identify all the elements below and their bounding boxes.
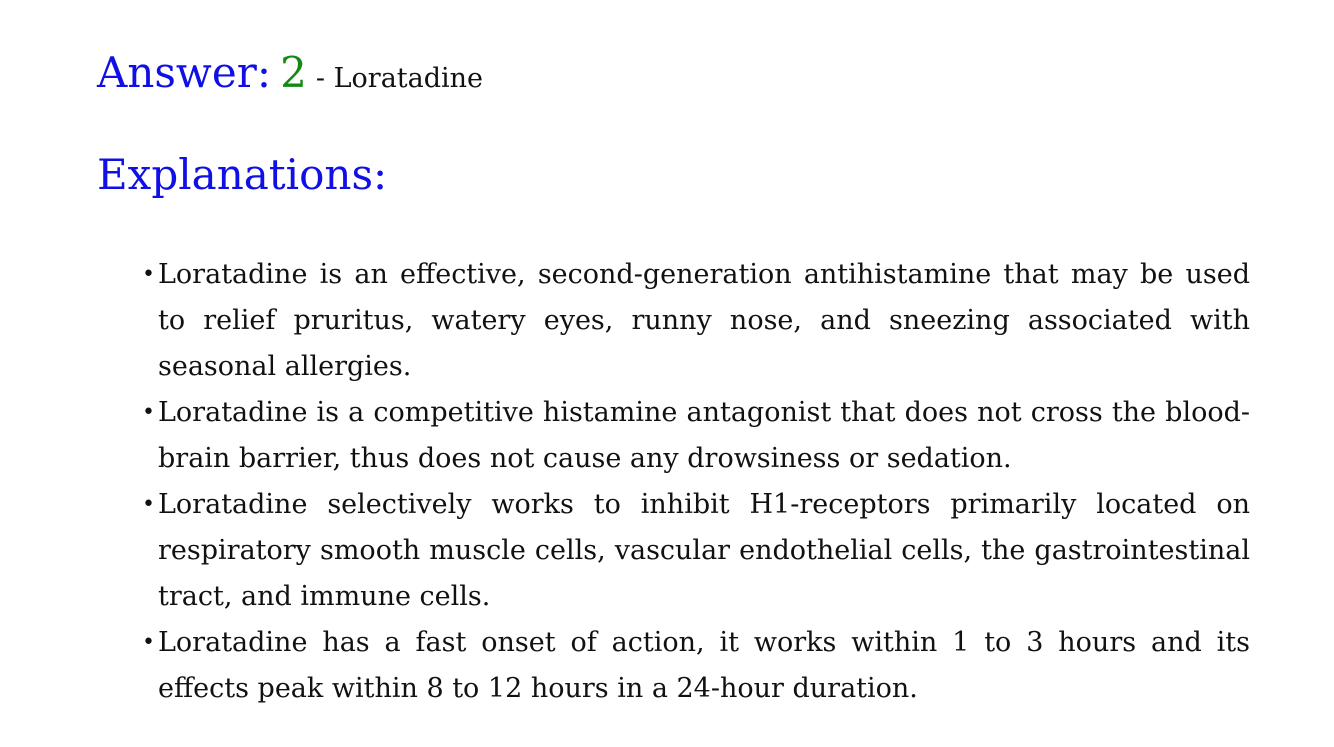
answer-number: 2: [280, 48, 307, 97]
bullet-icon: •: [142, 630, 155, 655]
list-item: [140, 620, 1250, 712]
answer-drug-name: - Loratadine: [315, 63, 484, 94]
answer-line: [97, 48, 483, 97]
explanations-list: [140, 252, 1250, 712]
answer-label: Answer:: [97, 48, 271, 97]
explanation-text: Loratadine is an effective, second-generation antihistamine that may be used to relief pruritus, watery eyes, runny nose, and sneezing associated with seasonal allergies.: [158, 259, 1250, 382]
bullet-icon: •: [142, 400, 155, 425]
list-item: [140, 390, 1250, 482]
explanation-text: Loratadine is a competitive histamine antagonist that does not cross the blood-brain barrier, thus does not cause any drowsiness or sedation.: [158, 397, 1250, 474]
explanations-heading: Explanations:: [97, 150, 388, 199]
list-item: [140, 482, 1250, 620]
bullet-icon: •: [142, 492, 155, 517]
explanation-text: Loratadine has a fast onset of action, it works within 1 to 3 hours and its effects peak within 8 to 12 hours in a 24-hour duration.: [158, 627, 1250, 704]
list-item: [140, 252, 1250, 390]
explanation-text: Loratadine selectively works to inhibit H1-receptors primarily located on respiratory smooth muscle cells, vascular endothelial cells, the gastrointestinal tract, and immune cells.: [158, 489, 1250, 612]
bullet-icon: •: [142, 262, 155, 287]
